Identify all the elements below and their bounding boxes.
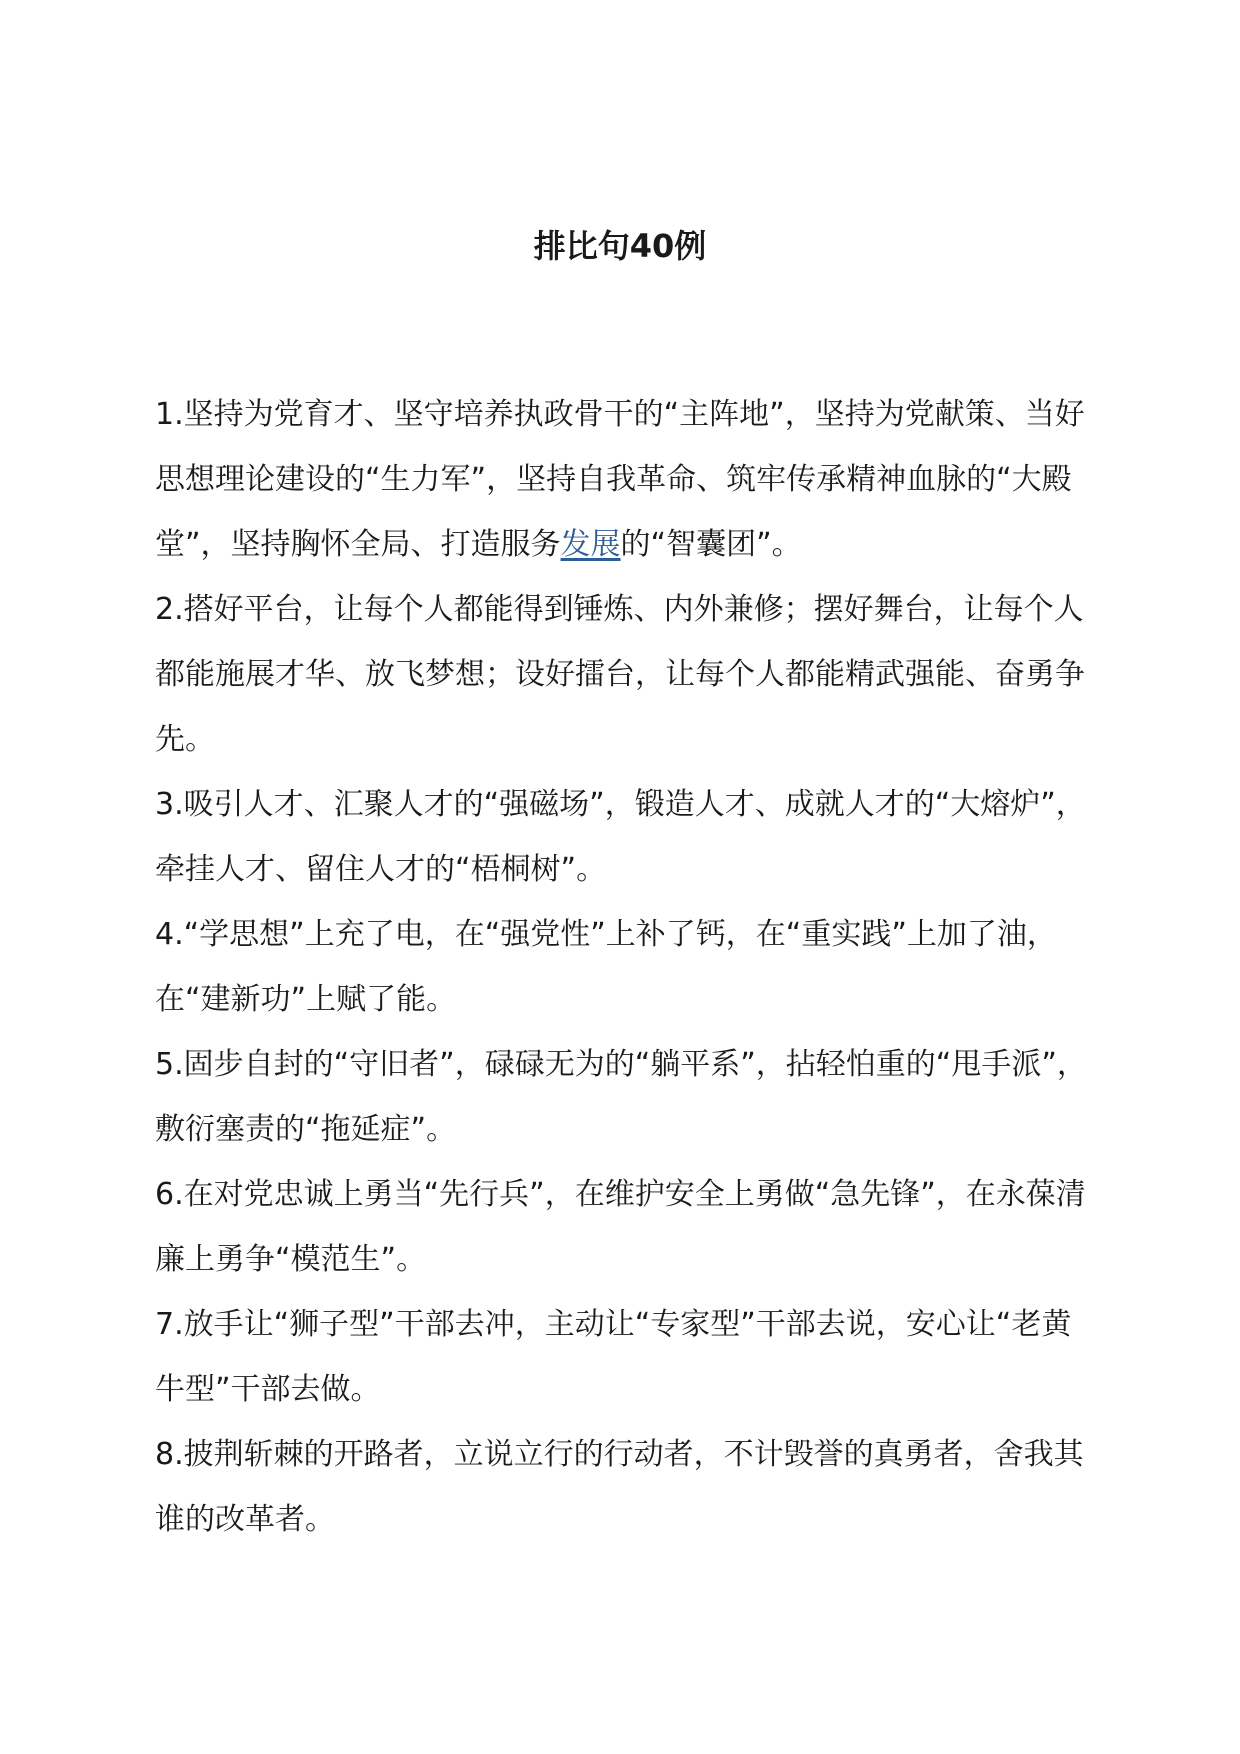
list-item-3: 3.吸引人才、汇聚人才的“强磁场”，锻造人才、成就人才的“大熔炉”，牵挂人才、留住人才的“梧桐树”。	[155, 787, 1086, 887]
list-item-8: 8.披荆斩棘的开路者，立说立行的行动者，不计毁誉的真勇者，舍我其谁的改革者。	[155, 1437, 1084, 1537]
list-item-1	[155, 382, 1090, 577]
item-1-text: 1.坚持为党育才、坚守培养执政骨干的“主阵地”，坚持为党献策、当好思想理论建设的“生力军”，坚持自我革命、筑牢传承精神血脉的“大殿堂”，坚持胸怀全局、打造服务	[155, 397, 1085, 562]
list-item-7: 7.放手让“狮子型”干部去冲，主动让“专家型”干部去说，安心让“老黄牛型”干部去做。	[155, 1307, 1072, 1407]
list-item-4: 4.“学思想”上充了电，在“强党性”上补了钙，在“重实践”上加了油，在“建新功”上赋了能。	[155, 917, 1057, 1017]
list-item-6: 6.在对党忠诚上勇当“先行兵”，在维护安全上勇做“急先锋”，在永葆清廉上勇争“模范生”。	[155, 1177, 1086, 1277]
document-title: 排比句40例	[533, 227, 707, 265]
list-item-5: 5.固步自封的“守旧者”，碌碌无为的“躺平系”，拈轻怕重的“甩手派”，敷衍塞责的“拖延症”。	[155, 1047, 1087, 1147]
item-1-text-end: 的“智囊团”。	[620, 527, 802, 562]
development-link[interactable]: 发展	[560, 527, 621, 562]
document-body	[155, 382, 1090, 1552]
list-item-2: 2.搭好平台，让每个人都能得到锤炼、内外兼修；摆好舞台，让每个人都能施展才华、放飞梦想；设好擂台，让每个人都能精武强能、奋勇争先。	[155, 592, 1085, 757]
